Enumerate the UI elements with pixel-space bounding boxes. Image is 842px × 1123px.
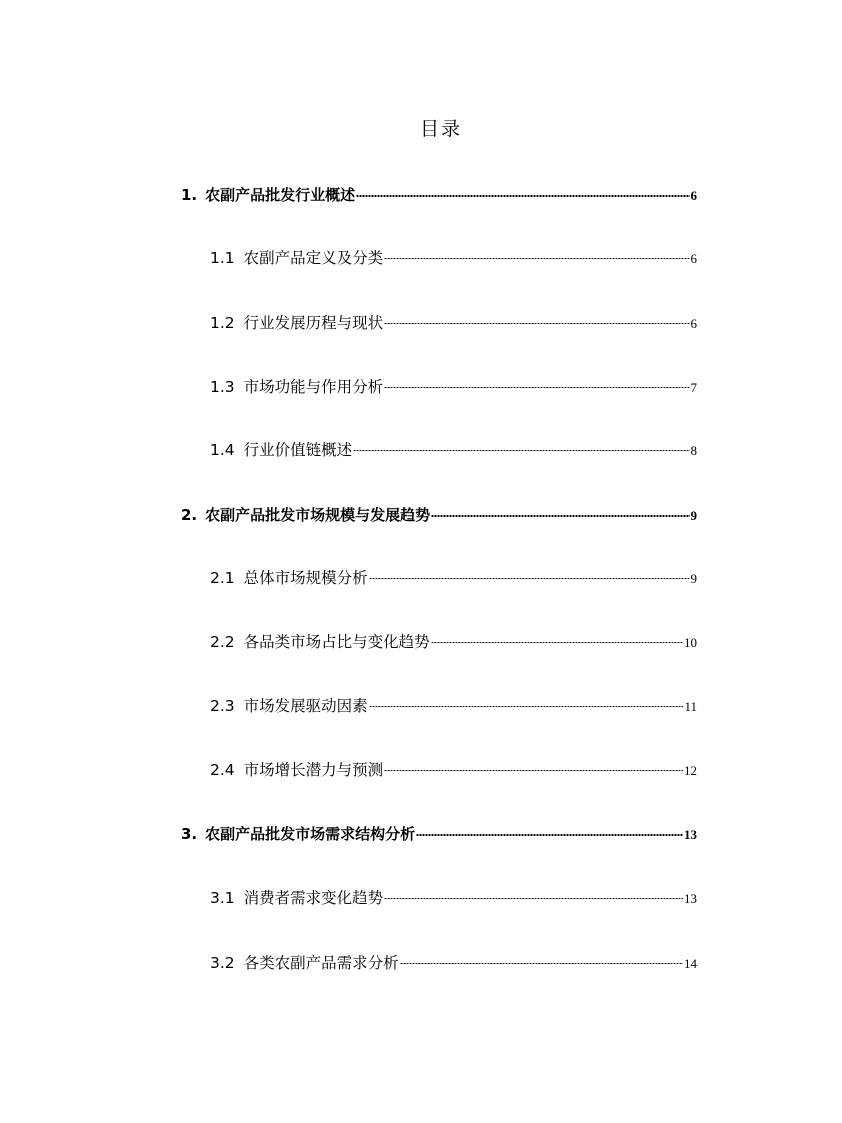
toc-entry-page: 13 [684,891,697,906]
toc-entry-page: 7 [690,380,697,395]
dot-leader [384,770,683,771]
toc-entry-page: 9 [690,508,697,523]
toc-entry-title: 市场功能与作用分析 [243,378,384,396]
toc-entry-1-2[interactable] [210,311,697,335]
toc-entry-page: 8 [690,443,697,458]
dot-leader [369,706,684,707]
dot-leader [384,258,689,259]
toc-entry-page: 10 [684,635,697,650]
toc-entry-page: 12 [684,763,697,778]
toc-entry-title: 总体市场规模分析 [243,569,368,587]
toc-entry-title: 农副产品定义及分类 [243,249,384,267]
dot-leader [356,195,689,197]
toc-entry-number: 3.2 [210,954,235,972]
toc-entry-1-1[interactable] [210,246,697,270]
toc-entry-2-2[interactable] [210,630,697,654]
toc-entry-2-3[interactable] [210,694,697,718]
toc-entry-page: 9 [690,571,697,586]
toc-entry-page: 6 [690,251,697,266]
toc-entry-title: 行业价值链概述 [243,441,353,459]
dot-leader [400,963,683,964]
toc-entry-2[interactable] [181,503,697,527]
dot-leader [416,834,683,836]
toc-entry-page: 13 [684,827,697,842]
dot-leader [369,578,690,579]
toc-entry-title: 农副产品批发市场规模与发展趋势 [205,506,431,524]
toc-entry-number: 2.3 [210,697,235,715]
toc-entry-3-2[interactable] [210,951,697,975]
toc-entry-1-3[interactable] [210,375,697,399]
toc-entry-number: 2. [181,506,198,524]
toc-entry-page: 6 [690,188,697,203]
toc-entry-title: 行业发展历程与现状 [243,314,384,332]
toc-entry-1-4[interactable] [210,438,697,462]
dot-leader [431,642,683,643]
toc-entry-title: 市场增长潜力与预测 [243,761,384,779]
toc-entry-number: 2.2 [210,633,235,651]
toc-entry-title: 各品类市场占比与变化趋势 [243,633,430,651]
toc-entry-number: 1.3 [210,378,235,396]
dot-leader [353,450,689,451]
toc-entry-title: 农副产品批发市场需求结构分析 [205,825,416,843]
toc-entry-number: 1.4 [210,441,235,459]
toc-entry-3-1[interactable] [210,886,697,910]
toc-entry-page: 6 [690,316,697,331]
toc-entry-2-1[interactable] [210,566,697,590]
toc-entry-number: 1.1 [210,249,235,267]
dot-leader [431,515,689,517]
dot-leader [384,387,689,388]
toc-entry-page: 11 [684,699,697,714]
toc-entry-title: 市场发展驱动因素 [243,697,368,715]
toc-entry-title: 消费者需求变化趋势 [243,889,384,907]
toc-entry-number: 2.4 [210,761,235,779]
toc-entry-number: 1. [181,186,198,204]
toc-entry-title: 各类农副产品需求分析 [243,954,399,972]
toc-title: 目录 [419,118,462,140]
toc-entry-1[interactable] [181,183,697,207]
toc-entry-number: 3.1 [210,889,235,907]
dot-leader [384,898,683,899]
toc-entry-number: 1.2 [210,314,235,332]
toc-entry-page: 14 [684,956,697,971]
toc-entry-number: 3. [181,825,198,843]
dot-leader [384,323,689,324]
toc-entry-2-4[interactable] [210,758,697,782]
toc-entry-3[interactable] [181,822,697,846]
toc-entry-number: 2.1 [210,569,235,587]
toc-entry-title: 农副产品批发行业概述 [205,186,356,204]
